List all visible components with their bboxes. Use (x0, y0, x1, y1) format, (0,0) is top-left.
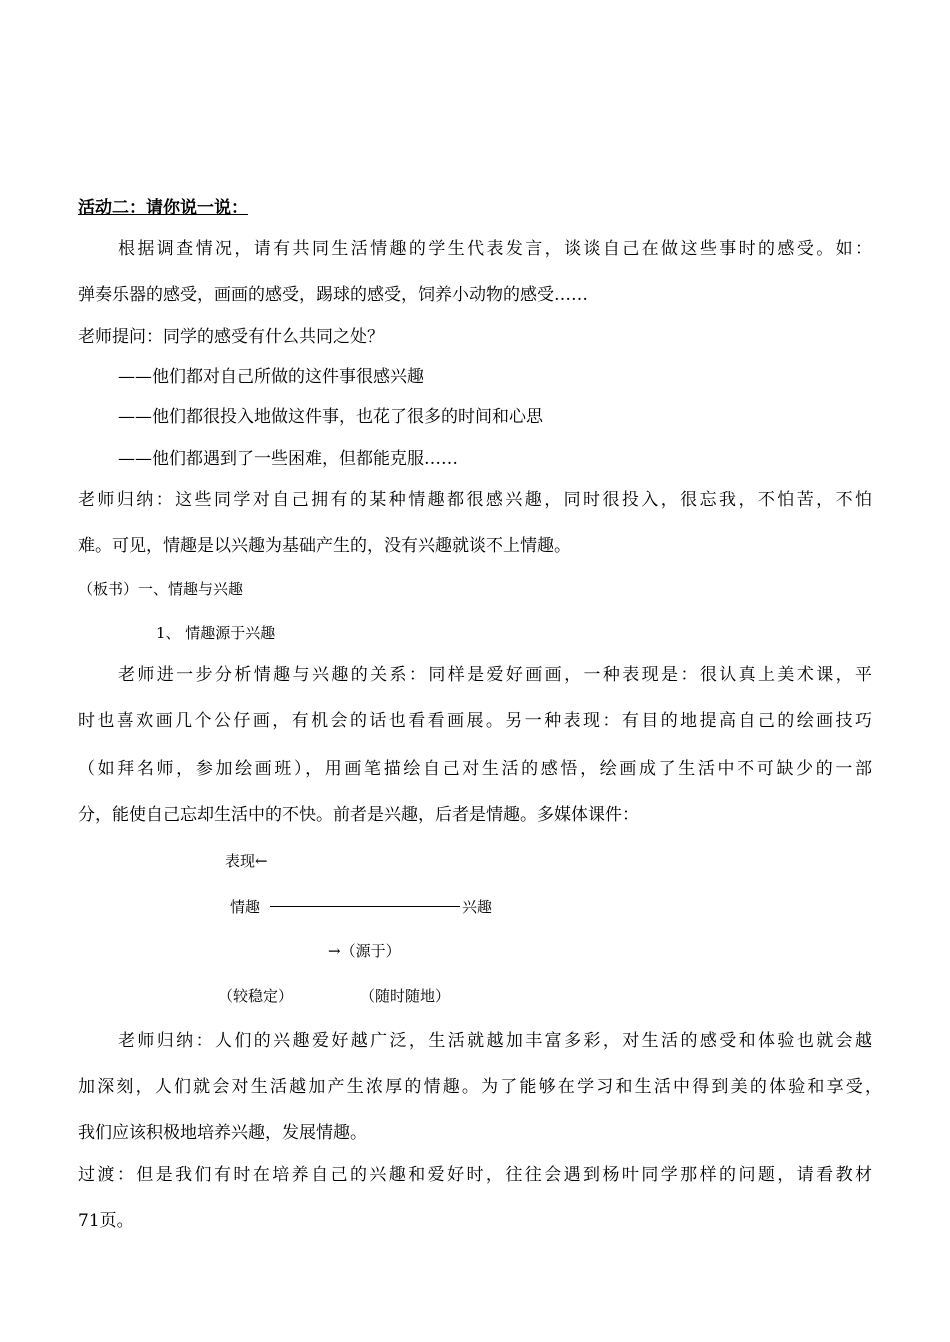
analysis-line-4: 分，能使自己忘却生活中的不快。前者是兴趣，后者是情趣。多媒体课件： (78, 805, 639, 825)
teacher-question: 老师提问：同学的感受有什么共同之处？ (78, 327, 384, 347)
teacher-summary-2-line-3: 我们应该积极地培养兴趣，发展情趣。 (78, 1123, 367, 1143)
answer-item-2: ——他们都很投入地做这件事，也花了很多的时间和心思 (118, 407, 543, 427)
intro-paragraph-line-1: 根据调查情况，请有共同生活情趣的学生代表发言，谈谈自己在做这些事时的感受。如： (118, 239, 872, 259)
answer-item-3: ——他们都遇到了一些困难，但都能克服…… (118, 449, 458, 469)
board-title: （板书）一、情趣与兴趣 (78, 580, 244, 598)
teacher-summary-1-line-1: 老师归纳：这些同学对自己拥有的某种情趣都很感兴趣，同时很投入，很忘我，不怕苦，不怕 (78, 490, 872, 510)
diagram-yuanyu-label: →（源于） (328, 942, 401, 960)
diagram-suishi-label: （随时随地） (360, 987, 451, 1005)
teacher-summary-1-line-2: 难。可见，情趣是以兴趣为基础产生的，没有兴趣就谈不上情趣。 (78, 536, 571, 556)
analysis-line-3: （如拜名师，参加绘画班），用画笔描绘自己对生活的感悟，绘画成了生活中不可缺少的一部 (78, 759, 872, 779)
diagram-connector-line (270, 906, 460, 907)
analysis-line-2: 时也喜欢画几个公仔画，有机会的话也看看画展。另一种表现：有目的地提高自己的绘画技巧 (78, 711, 872, 731)
board-item: 1、 情趣源于兴趣 (156, 624, 276, 642)
diagram-xingqu-label: 兴趣 (462, 898, 493, 916)
teacher-summary-2-line-1: 老师归纳：人们的兴趣爱好越广泛，生活就越加丰富多彩，对生活的感受和体验也就会越 (118, 1031, 872, 1051)
diagram-biaoxian-label: 表现← (225, 852, 268, 870)
diagram-jiaowending-label: （较稳定） (218, 987, 294, 1005)
teacher-summary-2-line-2: 加深刻，人们就会对生活越加产生浓厚的情趣。为了能够在学习和生活中得到美的体验和享受， (78, 1077, 882, 1097)
answer-item-1: ——他们都对自己所做的这件事很感兴趣 (118, 367, 424, 387)
intro-paragraph-line-2: 弹奏乐器的感受，画画的感受，踢球的感受，饲养小动物的感受…… (78, 285, 588, 305)
transition-line-1: 过渡：但是我们有时在培养自己的兴趣和爱好时，往往会遇到杨叶同学那样的问题，请看教材 (78, 1165, 872, 1185)
analysis-line-1: 老师进一步分析情趣与兴趣的关系：同样是爱好画画，一种表现是：很认真上美术课，平 (118, 665, 872, 685)
activity-heading: 活动二：请你说一说： (78, 198, 248, 218)
diagram-qingqu-label: 情趣 (230, 898, 261, 916)
transition-line-2: 71页。 (78, 1211, 134, 1231)
